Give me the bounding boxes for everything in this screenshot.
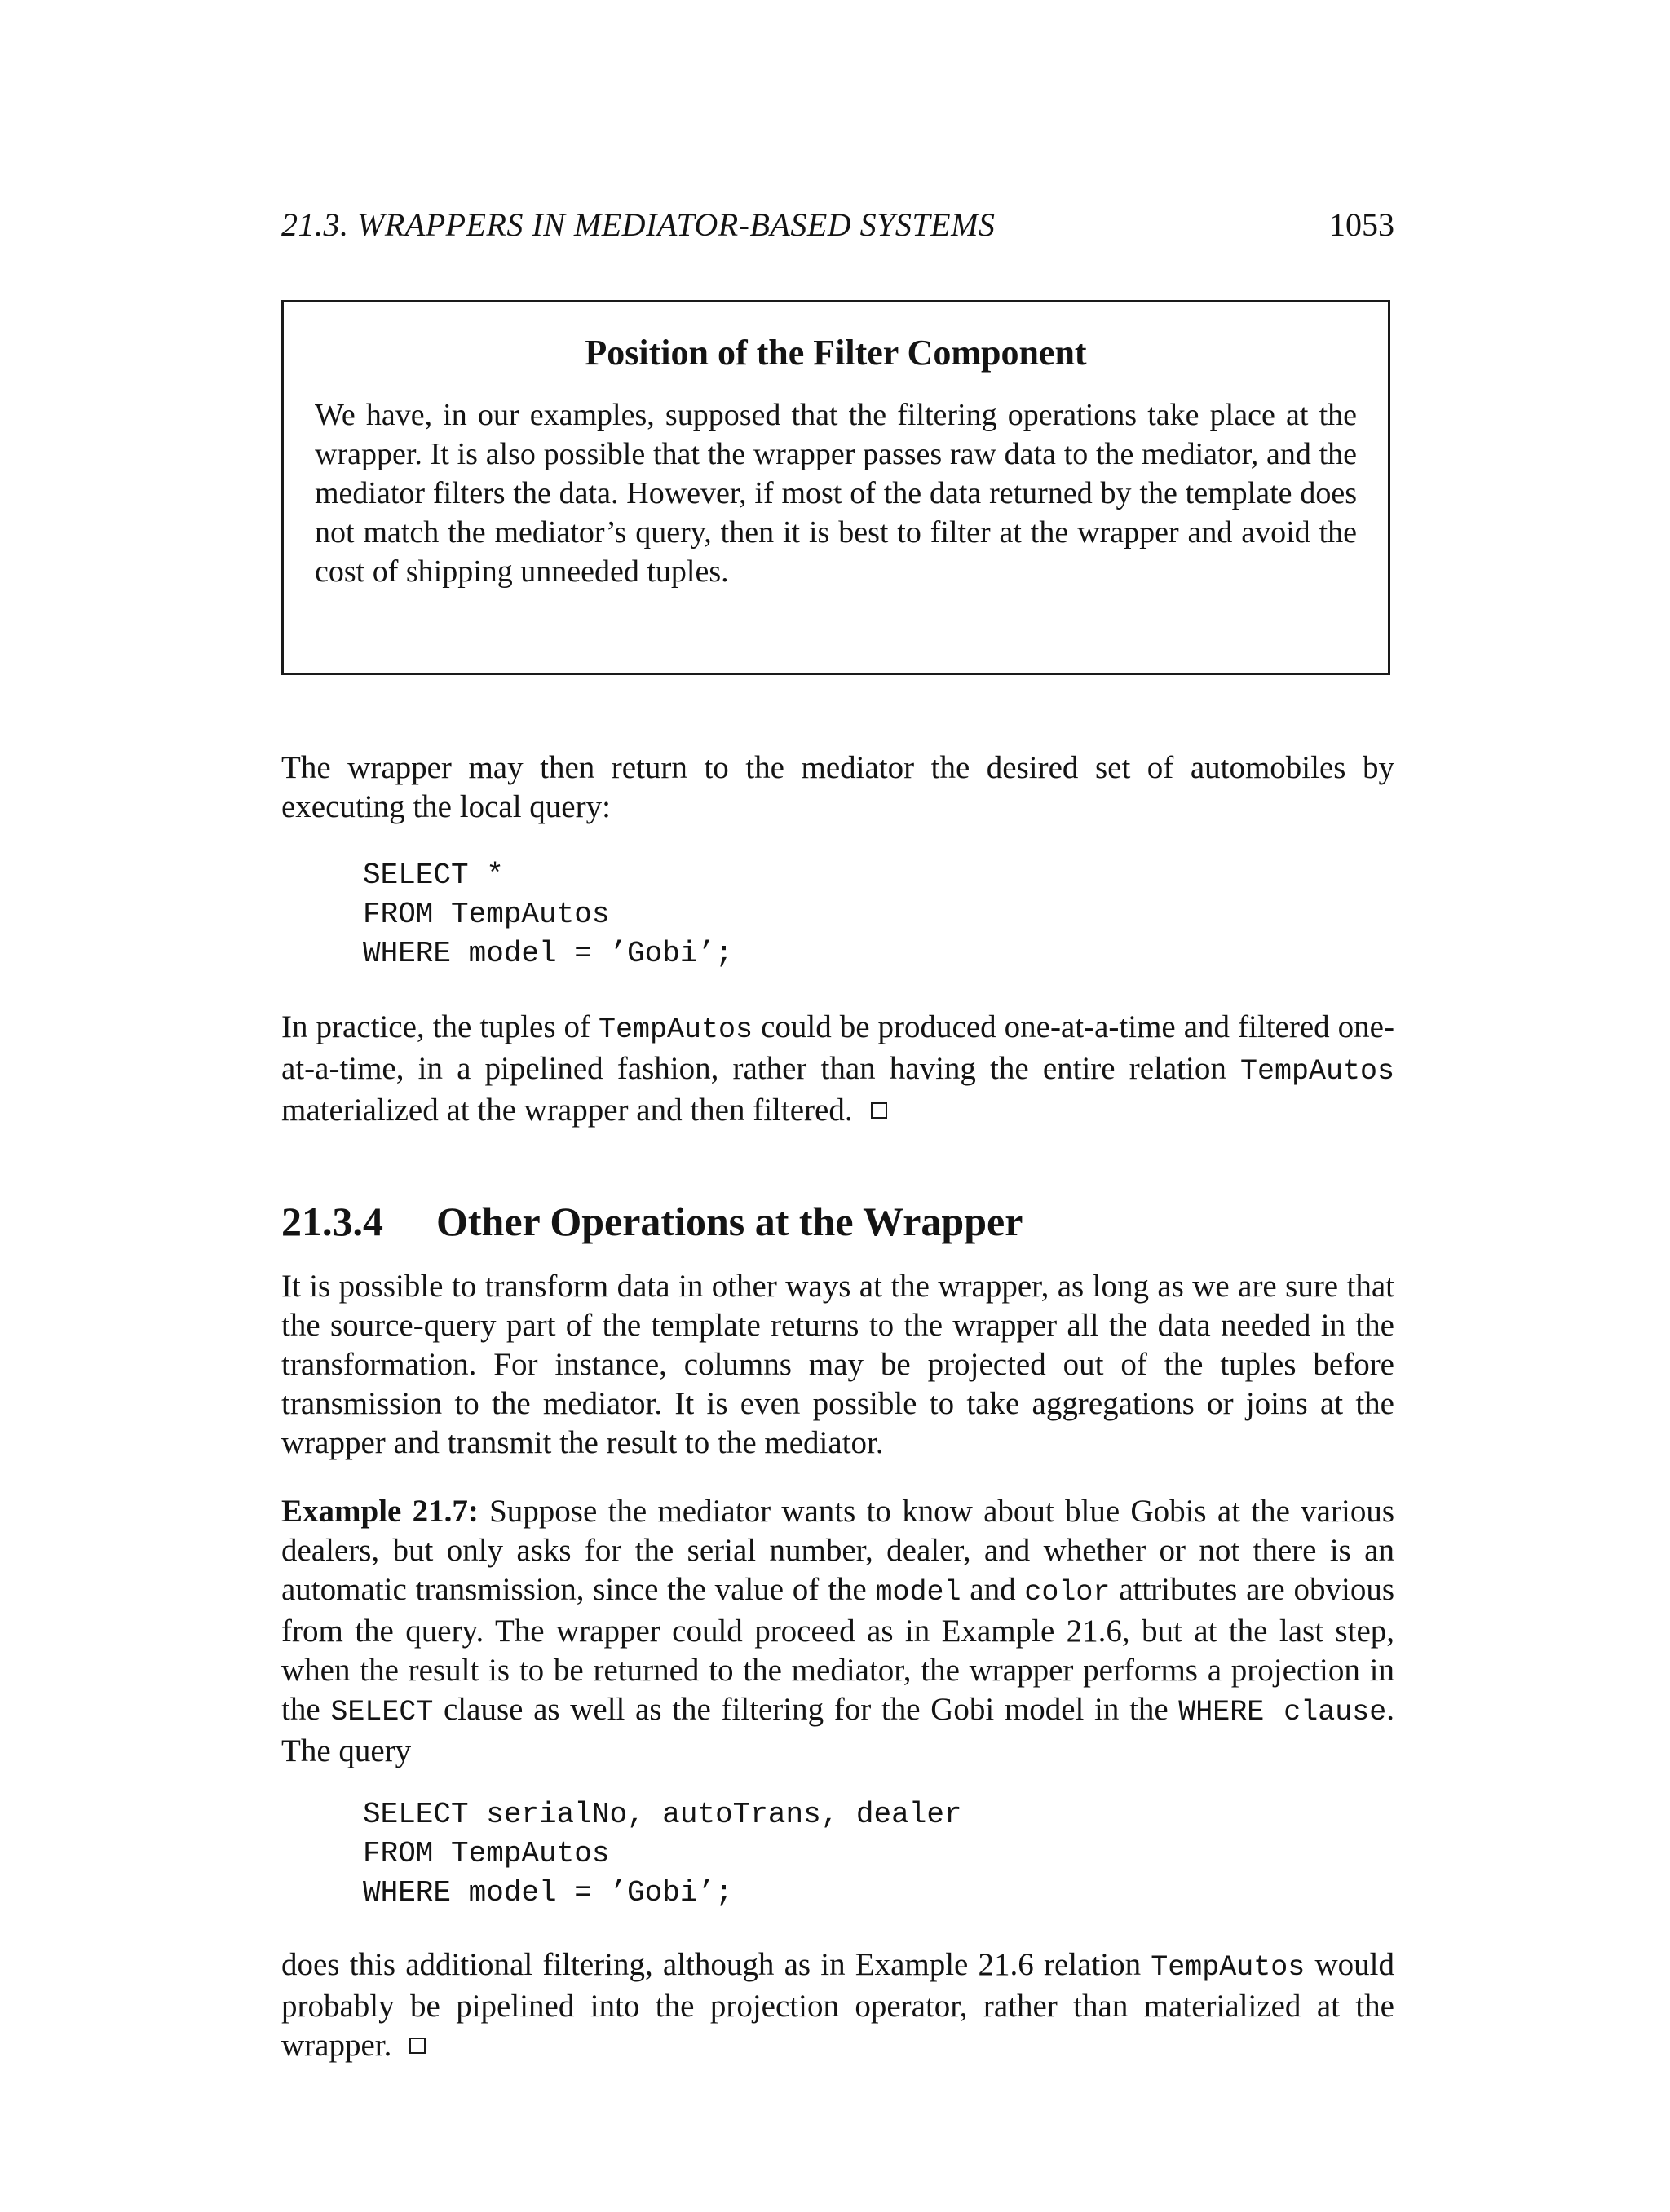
text-run: could be produced one-at-a-time and filtered one-at-a-time, in a pipelined fashion, rather than having the entire relation [281, 1009, 1394, 1086]
text-run: Suppose the mediator wants to know about blue Gobis at the various dealers, but only asks for the serial number, dealer, and whether or not there is an automatic transmission, since the value of the [281, 1494, 1394, 1607]
text-run: . The query [281, 1692, 1394, 1768]
text-run: clause as well as the filtering for the Gobi model in the [433, 1692, 1179, 1727]
end-of-example-icon [871, 1102, 887, 1119]
sidebar-box [281, 300, 1390, 675]
page-number: 1053 [1329, 206, 1394, 243]
text-run: does this additional filtering, although as in Example 21.6 relation [281, 1947, 1151, 1982]
text-run: materialized at the wrapper and then filtered. [281, 1093, 853, 1128]
paragraph-additional-filtering [281, 1945, 1394, 2065]
paragraph-local-query-intro: The wrapper may then return to the mediator the desired set of automobiles by executing the local query: [281, 750, 1394, 824]
text-run: would probably be pipelined into the projection operator, rather than materialized at the wrapper. [281, 1947, 1394, 2063]
running-head-title: 21.3. WRAPPERS IN MEDIATOR-BASED SYSTEMS [281, 206, 996, 243]
text-run: attributes are obvious from the query. The wrapper could proceed as in Example 21.6, but at the last step, when the result is to be returned to the mediator, the wrapper performs a projection in the [281, 1572, 1395, 1727]
text-run: In practice, the tuples of [281, 1009, 599, 1044]
code-term: model [875, 1576, 961, 1609]
text-run: and [961, 1572, 1025, 1607]
box-text: We have, in our examples, supposed that the filtering operations take place at the wrapper. It is also possible that the wrapper passes raw data to the mediator, and the mediator filters the data. However, if most of the data returned by the template does not match the mediator’s query, then it is best to filter at the wrapper and avoid the cost of shipping unneeded tuples. [315, 398, 1357, 589]
paragraph-example-21-7 [281, 1492, 1394, 1771]
code-term: color [1024, 1576, 1111, 1609]
end-of-example-icon [409, 2038, 426, 2054]
section-heading [281, 1197, 1023, 1246]
code-block-projection: SELECT serialNo, autoTrans, dealer FROM TempAutos WHERE model = ’Gobi’; [363, 1798, 962, 1910]
code-term: SELECT [330, 1696, 434, 1729]
code-term: WHERE clause [1178, 1696, 1387, 1729]
code-term: TempAutos [1239, 1055, 1394, 1088]
section-title: Other Operations at the Wrapper [436, 1199, 1023, 1244]
section-number: 21.3.4 [281, 1199, 383, 1244]
example-label: Example 21.7: [281, 1494, 479, 1529]
code-block-select-all: SELECT * FROM TempAutos WHERE model = ’Gobi’; [363, 859, 733, 970]
paragraph-pipelining [281, 1008, 1394, 1130]
code-term: TempAutos [1151, 1951, 1306, 1984]
box-title: Position of the Filter Component [585, 333, 1087, 373]
paragraph-other-operations: It is possible to transform data in other ways at the wrapper, as long as we are sure that the source-query part of the template returns to the wrapper all the data needed in the transformation. For instance, columns may be projected out of the tuples before transmission to the mediator. It is even possible to take aggregations or joins at the wrapper and transmit the result to the mediator. [281, 1269, 1394, 1460]
running-head [281, 205, 1394, 245]
code-term: TempAutos [599, 1013, 753, 1046]
